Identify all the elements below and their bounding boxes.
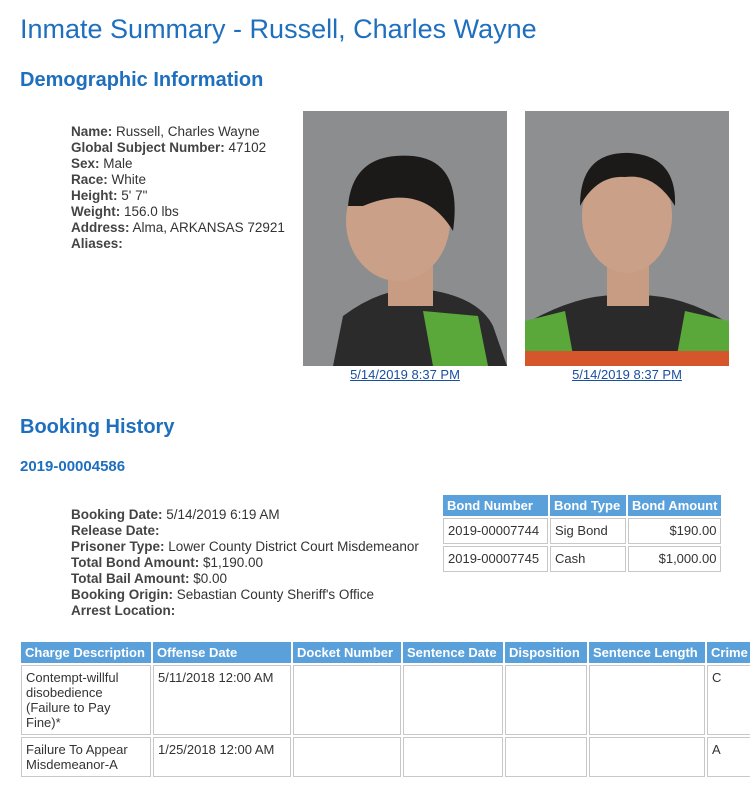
offense-date-cell: 1/25/2018 12:00 AM (153, 737, 291, 777)
field-release-date: Release Date: (71, 523, 160, 538)
docket-number-cell (293, 665, 401, 735)
crime-cell: A (707, 737, 750, 777)
field-weight: Weight: 156.0 lbs (71, 204, 179, 219)
table-row (443, 518, 721, 544)
sentence-date-cell (403, 665, 503, 735)
booking-number: 2019-00004586 (20, 458, 126, 475)
bond-amount-cell: $1,000.00 (628, 546, 721, 572)
mugshot-profile-illustration (303, 111, 507, 366)
booking-history-heading: Booking History (20, 416, 175, 438)
charge-description-cell: Failure To Appear Misdemeanor-A (21, 737, 151, 777)
sentence-length-cell (589, 737, 705, 777)
field-booking-date: Booking Date: 5/14/2019 6:19 AM (71, 507, 280, 522)
mugshot-front-illustration (525, 111, 729, 366)
field-sex: Sex: Male (71, 156, 133, 171)
bond-number-cell: 2019-00007745 (443, 546, 548, 572)
bond-type-cell: Sig Bond (550, 518, 626, 544)
disposition-cell (505, 665, 587, 735)
disposition-cell (505, 737, 587, 777)
field-race: Race: White (71, 172, 147, 187)
bond-number-cell: 2019-00007744 (443, 518, 548, 544)
docket-number-cell (293, 737, 401, 777)
offense-date-header: Offense Date (153, 642, 291, 663)
table-row (21, 665, 750, 735)
field-global-subject-number: Global Subject Number: 47102 (71, 140, 267, 155)
demographic-heading: Demographic Information (20, 69, 264, 91)
docket-number-header: Docket Number (293, 642, 401, 663)
field-total-bond-amount: Total Bond Amount: $1,190.00 (71, 555, 264, 570)
field-height: Height: 5' 7" (71, 188, 148, 203)
charges-table (19, 640, 750, 779)
charge-description-cell: Contempt-willful disobedience (Failure to Pay Fine)* (21, 665, 151, 735)
field-prisoner-type: Prisoner Type: Lower County District Court Misdemeanor (71, 539, 419, 554)
field-address: Address: Alma, ARKANSAS 72921 (71, 220, 285, 235)
bond-type-header: Bond Type (550, 495, 626, 516)
disposition-header: Disposition (505, 642, 587, 663)
offense-date-cell: 5/11/2018 12:00 AM (153, 665, 291, 735)
bond-amount-cell: $190.00 (628, 518, 721, 544)
crime-header: Crime (707, 642, 750, 663)
table-row (21, 737, 750, 777)
sentence-date-cell (403, 737, 503, 777)
mugshot-profile-caption[interactable]: 5/14/2019 8:37 PM (350, 367, 460, 382)
sentence-date-header: Sentence Date (403, 642, 503, 663)
charge-description-header: Charge Description (21, 642, 151, 663)
field-total-bail-amount: Total Bail Amount: $0.00 (71, 571, 228, 586)
sentence-length-cell (589, 665, 705, 735)
crime-cell: C (707, 665, 750, 735)
demographic-fields (71, 124, 285, 252)
sentence-length-header: Sentence Length (589, 642, 705, 663)
mugshot-profile-photo[interactable] (303, 111, 507, 366)
bond-amount-header: Bond Amount (628, 495, 721, 516)
bond-number-header: Bond Number (443, 495, 548, 516)
field-name: Name: Russell, Charles Wayne (71, 124, 260, 139)
mugshot-front-caption[interactable]: 5/14/2019 8:37 PM (572, 367, 682, 382)
table-row (443, 546, 721, 572)
mugshot-front-photo[interactable] (525, 111, 729, 366)
field-arrest-location: Arrest Location: (71, 603, 176, 618)
bond-table-header (443, 495, 721, 516)
field-booking-origin: Booking Origin: Sebastian County Sheriff's Office (71, 587, 374, 602)
field-aliases: Aliases: (71, 236, 123, 251)
booking-fields (71, 507, 419, 619)
bond-type-cell: Cash (550, 546, 626, 572)
bond-table (441, 493, 723, 574)
page-title: Inmate Summary - Russell, Charles Wayne (20, 14, 537, 44)
charges-table-header (21, 642, 750, 663)
